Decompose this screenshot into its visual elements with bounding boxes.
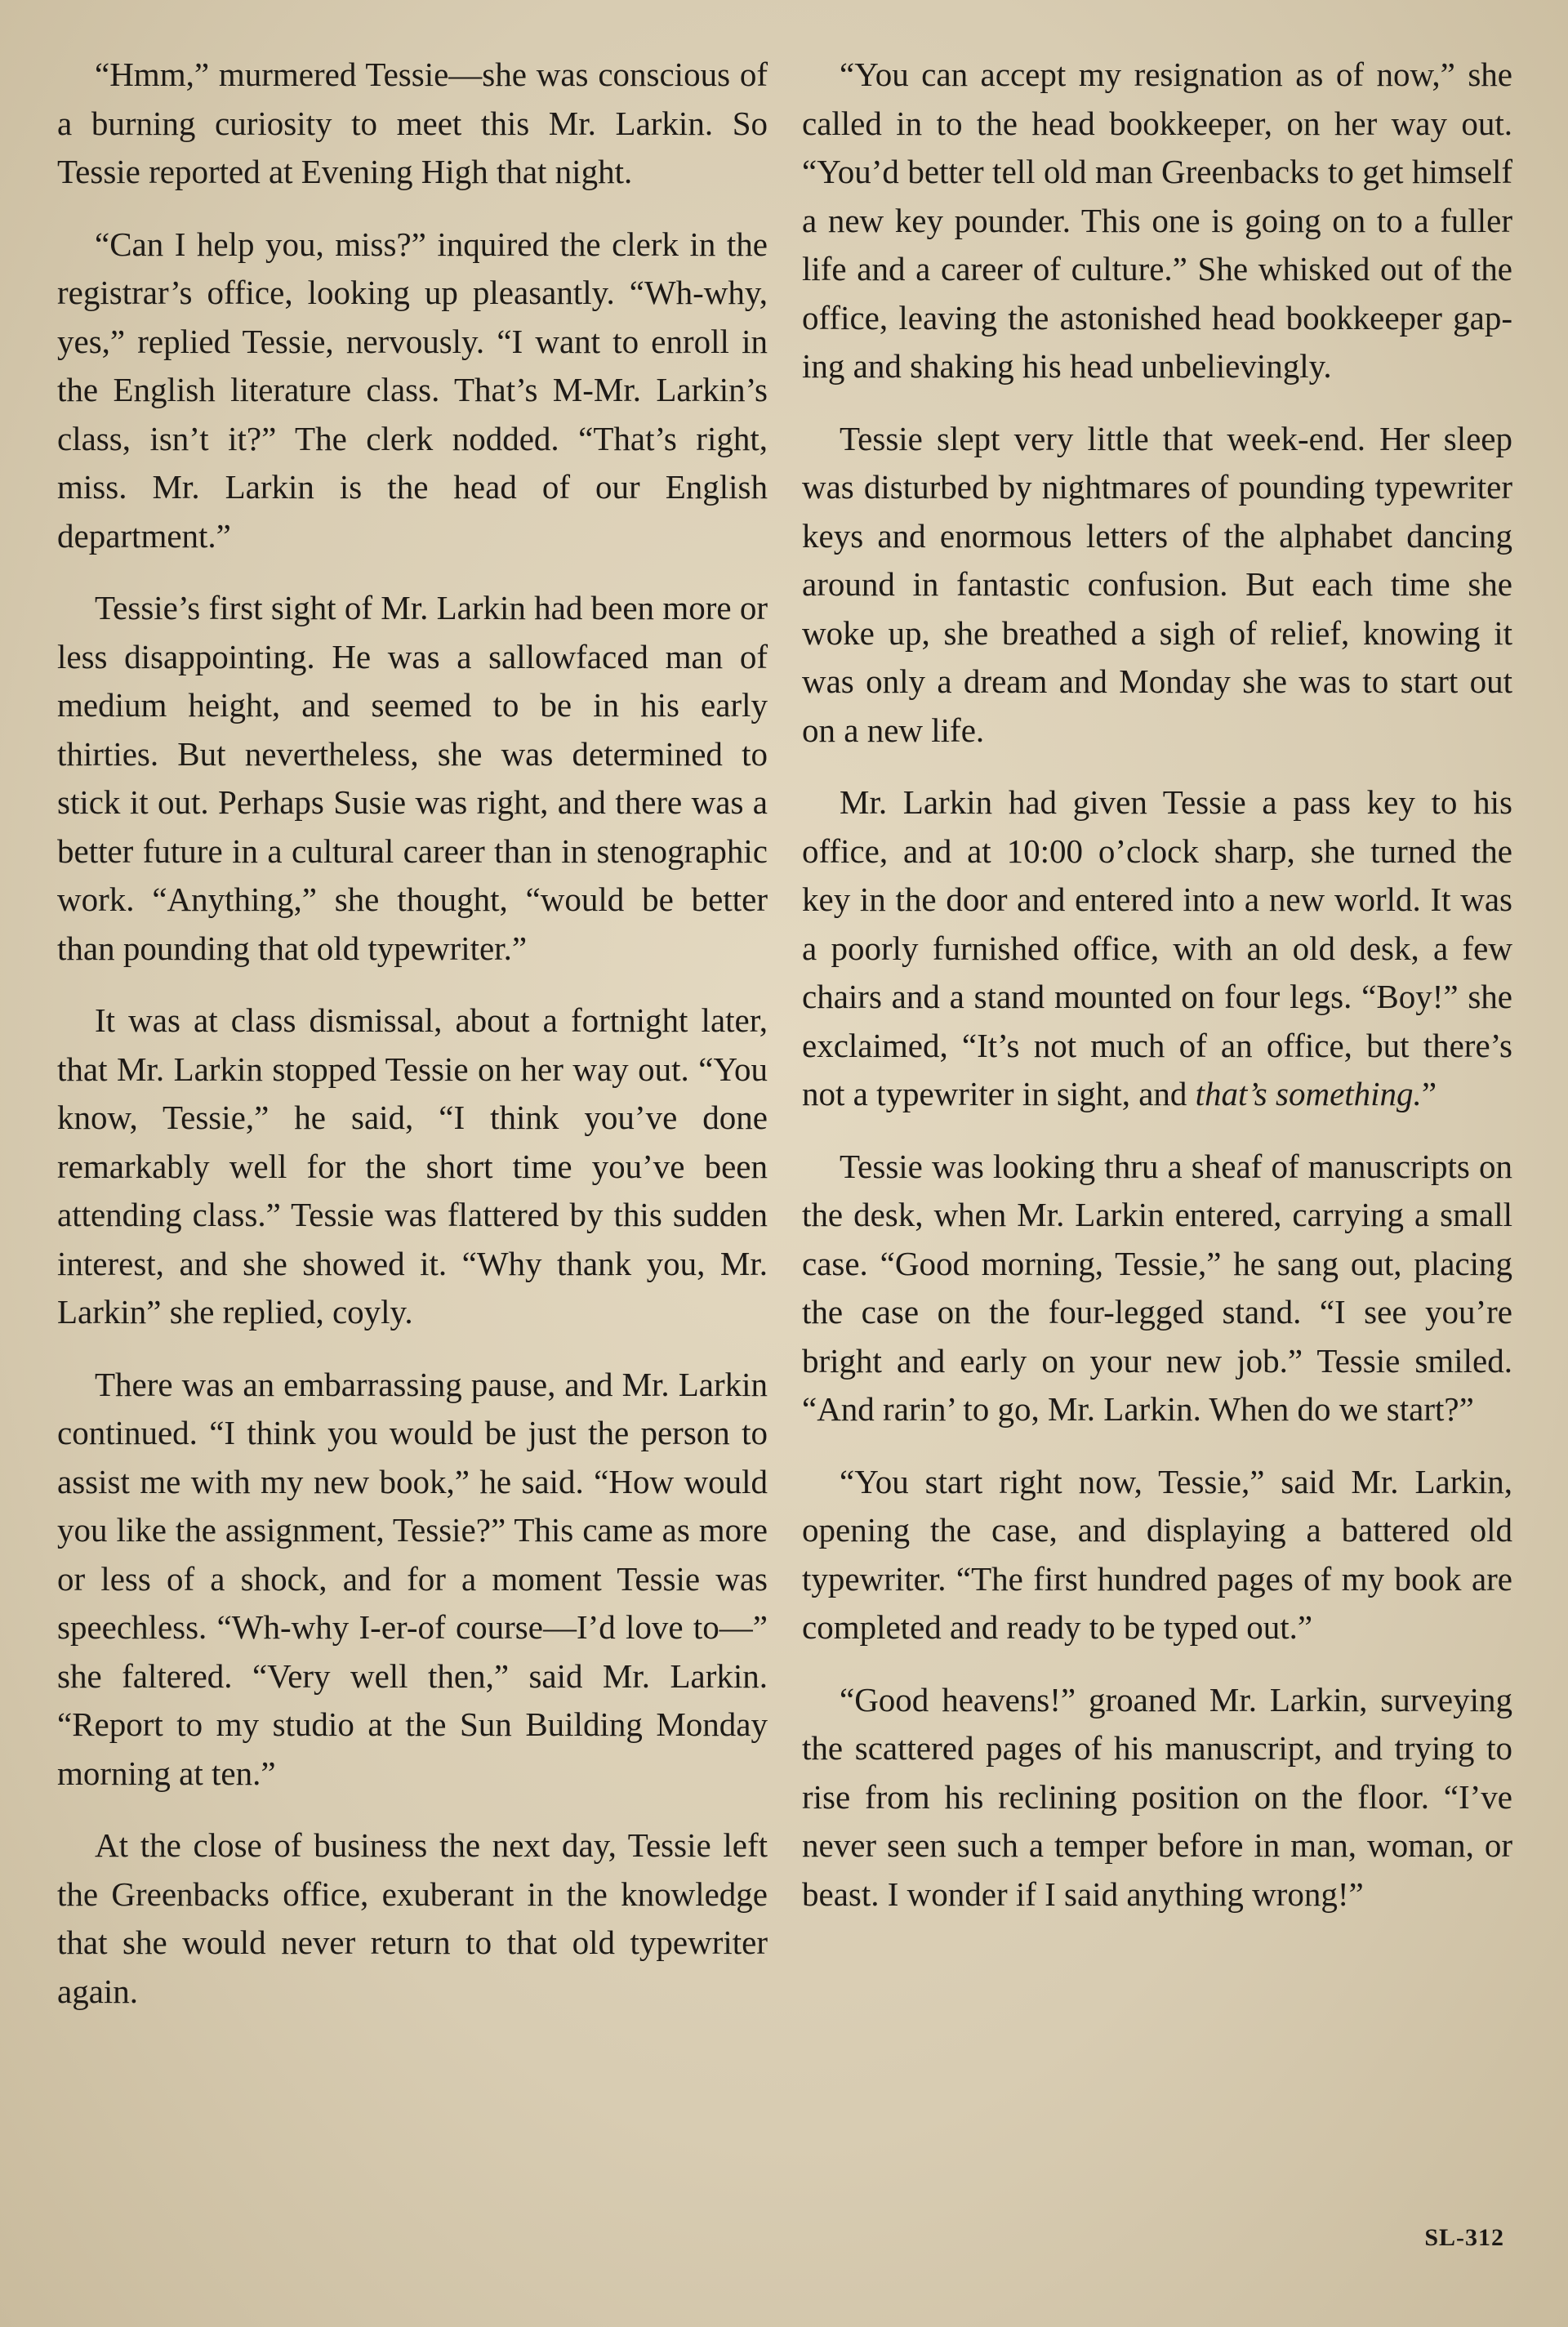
- page-code: SL-312: [1424, 2224, 1504, 2251]
- left-column: [57, 51, 768, 2039]
- paragraph-close-of-business: At the close of business the next day, Tessie left the Greenbacks office, exuberant in the knowledge that she would never return to that old typewriter again.: [57, 1826, 768, 2010]
- paragraph-registrar: “Can I help you, miss?” inquired the clerk in the registrar’s office, looking up pleasantly. “Wh-why, yes,” replied Tessie, nervously. “I want to enroll in the English literature class. That’s M-Mr. Larkin’s class, isn’t it?” The clerk nodded. “That’s right, miss. Mr. Larkin is the head of our English department.”: [57, 225, 768, 555]
- paragraph-typewriter: “You start right now, Tessie,” said Mr. Larkin, opening the case, and displaying a battered old typewriter. “The first hundred pages of my book are completed and ready to be typed out.”: [802, 1462, 1512, 1646]
- paragraph-assignment: There was an embarrassing pause, and Mr. Larkin continued. “I think you would be just the person to assist me with my new book,” he said. “How would you like the assignment, Tessie?” This came as more or less of a shock, and for a moment Tessie was speechless. “Wh-why I-er-of course—I’d love to—” she faltered. “Very well then,” said Mr. Larkin. “Report to my studio at the Sun Building Monday morning at ten.”: [57, 1365, 768, 1792]
- pass-key-closing-quote: ”: [1421, 1075, 1437, 1112]
- paragraph-manuscripts: Tessie was looking thru a sheaf of manuscripts on the desk, when Mr. Larkin entered, carrying a small case. “Good morning, Tessie,” he sang out, placing the case on the four-legged stand. “I see you’re bright and early on your new job.” Tessie smiled. “And rarin’ to go, Mr. Larkin. When do we start?”: [802, 1147, 1512, 1428]
- right-column: [802, 51, 1512, 1942]
- pass-key-text: Mr. Larkin had given Tessie a pass key to his office, and at 10:00 o’clock sharp, she turned the key in the door and entered into a new world. It was a poorly furnished office, with an old desk, a few chairs and a stand mounted on four legs. “Boy!” she exclaimed, “It’s not much of an office, but there’s not a typewriter in sight, and: [802, 783, 1512, 1112]
- paragraph-good-heavens: “Good heavens!” groaned Mr. Larkin, surveying the scattered pages of his manuscript, and trying to rise from his reclining position on the floor. “I’ve never seen such a temper before in man, woman, or beast. I wonder if I said anything wrong!”: [802, 1680, 1512, 1913]
- paragraph-week-end: Tessie slept very little that week-end. Her sleep was disturbed by nightmares of pounding typewriter keys and enormous letters of the alphabet dancing around in fantastic confusion. But each time she woke up, she breathed a sigh of relief, knowing it was only a dream and Monday she was to start out on a new life.: [802, 419, 1512, 749]
- paragraph-curiosity: “Hmm,” murmered Tessie—she was conscious of a burning curiosity to meet this Mr. Larkin. So Tessie reported at Evening High that night.: [57, 56, 768, 190]
- paragraph-resignation: “You can accept my resignation as of now,” she called in to the head bookkeeper, on her way out. “You’d better tell old man Greenbacks to get himself a new key pounder. This one is going on to a fuller life and a career of culture.” She whisked out of the office, leaving the astonished head bookkeeper gaping and shaking his head unbelievingly.: [802, 56, 1512, 385]
- emphasis-thats-something: that’s something.: [1195, 1075, 1422, 1112]
- paragraph-class-dismissal: It was at class dismissal, about a fortnight later, that Mr. Larkin stopped Tessie on her way out. “You know, Tessie,” he said, “I think you’ve done remarkably well for the short time you’ve been attending class.” Tessie was flattered by this sudden interest, and she showed it. “Why thank you, Mr. Larkin” she replied, coyly.: [57, 1001, 768, 1331]
- paragraph-pass-key: [802, 778, 1512, 1119]
- paragraph-first-sight: Tessie’s first sight of Mr. Larkin had been more or less disappointing. He was a sallowfaced man of medium height, and seemed to be in his early thirties. But nevertheless, she was determined to stick it out. Perhaps Susie was right, and there was a better future in a cultural career than in stenographic work. “Anything,” she thought, “would be better than pounding that old typewriter.”: [57, 589, 768, 967]
